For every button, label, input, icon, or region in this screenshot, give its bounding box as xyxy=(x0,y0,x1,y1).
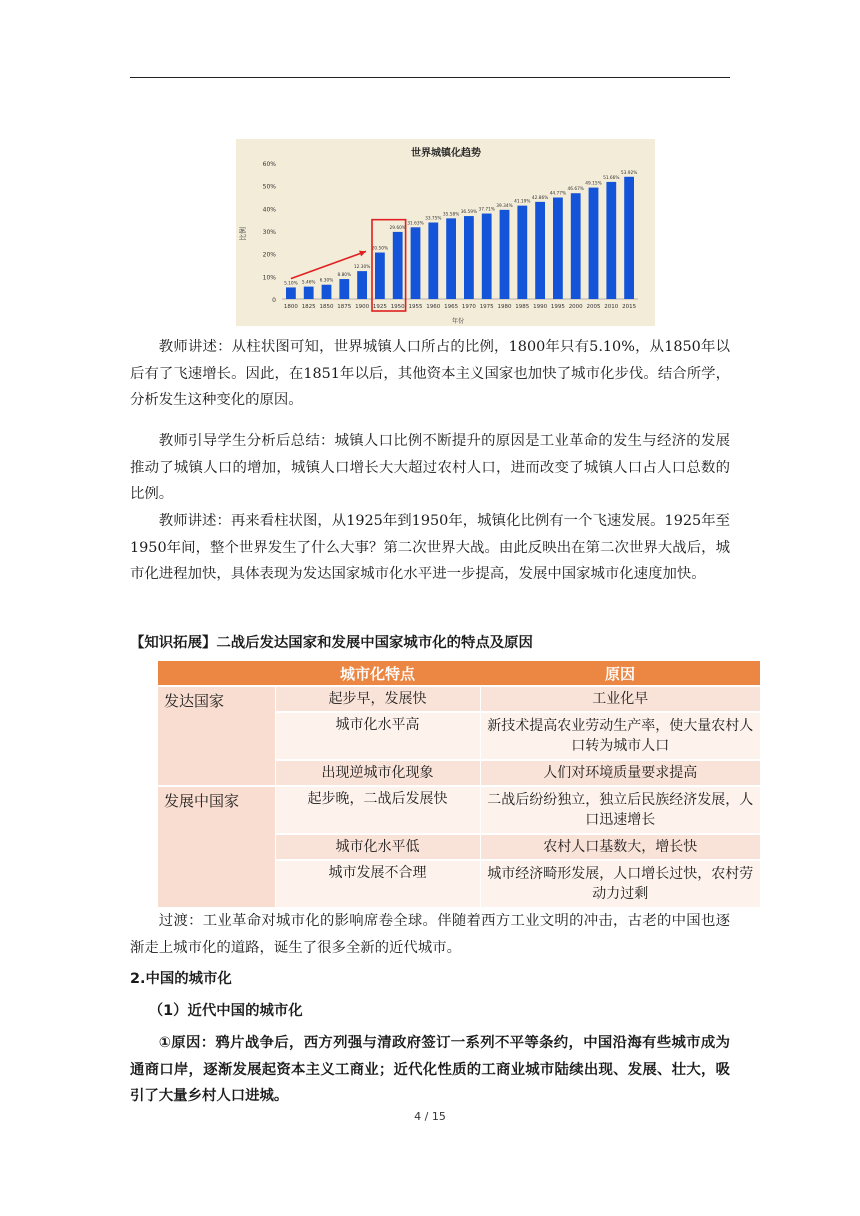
data-label-1970: 36.59% xyxy=(460,210,478,216)
region-developing: 发展中国家 xyxy=(158,786,275,908)
data-label-1955: 31.63% xyxy=(407,221,424,227)
x-tick-label-1980: 1980 xyxy=(497,304,512,310)
data-label-1875: 8.80% xyxy=(337,273,352,279)
bar-1955 xyxy=(411,227,421,299)
x-tick-label-1985: 1985 xyxy=(515,304,530,310)
x-tick-label-1850: 1850 xyxy=(319,304,334,310)
x-tick-label-1800: 1800 xyxy=(283,304,298,310)
header-rule xyxy=(130,77,730,78)
table-cell-reason: 城市经济畸形发展，人口增长过快，农村劳动力过剩 xyxy=(480,860,760,908)
data-label-1995: 44.77% xyxy=(549,191,567,197)
bar-1975 xyxy=(482,214,492,299)
table-header-reason: 原因 xyxy=(480,661,760,686)
data-label-1850: 6.30% xyxy=(319,278,334,284)
x-tick-label-1990: 1990 xyxy=(533,304,548,310)
table-header-row xyxy=(158,661,760,686)
bar-1875 xyxy=(339,279,349,299)
bar-1985 xyxy=(517,206,527,299)
bar-1995 xyxy=(553,198,563,299)
bar-1925 xyxy=(375,253,385,299)
trend-arrow-head xyxy=(359,251,366,257)
bar-1980 xyxy=(500,210,510,299)
bar-1800 xyxy=(286,287,296,299)
table-cell-reason: 人们对环境质量要求提高 xyxy=(480,760,760,786)
x-tick-label-1825: 1825 xyxy=(301,304,316,310)
table-cell-feature: 城市化水平高 xyxy=(275,712,480,760)
data-label-1825: 5.46% xyxy=(301,280,316,286)
bar-1950 xyxy=(393,232,403,299)
x-tick-label-2010: 2010 xyxy=(604,304,619,310)
paragraph-transition: 过渡：工业革命对城市化的影响席卷全球。伴随着西方工业文明的冲击，古老的中国也逐渐走上城市化的道路，诞生了很多全新的近代城市。 xyxy=(130,913,730,956)
table-cell-feature: 出现逆城市化现象 xyxy=(275,760,480,786)
x-tick-label-1960: 1960 xyxy=(426,304,441,310)
x-tick-label-1955: 1955 xyxy=(408,304,423,310)
y-tick-label: 0 xyxy=(272,297,276,304)
table-cell-feature: 起步晚，二战后发展快 xyxy=(275,786,480,834)
y-tick-label: 20% xyxy=(262,251,276,259)
bar-1825 xyxy=(304,287,314,299)
y-tick-label: 10% xyxy=(262,274,276,282)
y-tick-label: 40% xyxy=(262,206,276,214)
bar-1990 xyxy=(535,202,545,299)
bar-1850 xyxy=(322,285,332,299)
paragraph-teacher-wwii: 教师讲述：再来看柱状图，从1925年到1950年，城镇化比例有一个飞速发展。1925年至1950年间，整个世界发生了什么大事？第二次世界大战。由此反映出在第二次世界大战后，城市化进程加快，具体表现为发达国家城市化水平进一步提高，发展中国家城市化速度加快。 xyxy=(130,513,730,583)
table-cell-reason: 工业化早 xyxy=(480,686,760,712)
paragraph-teacher-summary: 教师引导学生分析后总结：城镇人口比例不断提升的原因是工业革命的发生与经济的发展推动了城镇人口的增加，城镇人口增长大大超过农村人口，进而改变了城镇人口占人口总数的比例。 xyxy=(130,433,730,503)
table-row xyxy=(158,786,760,834)
bar-2000 xyxy=(571,193,581,299)
x-tick-label-2000: 2000 xyxy=(568,304,583,310)
data-label-1990: 42.86% xyxy=(531,195,549,201)
table-cell-reason: 新技术提高农业劳动生产率，使大量农村人口转为城市人口 xyxy=(480,712,760,760)
urbanization-comparison-table xyxy=(158,661,760,901)
x-tick-label-1925: 1925 xyxy=(372,304,387,310)
table-cell-reason: 农村人口基数大，增长快 xyxy=(480,834,760,860)
bar-2005 xyxy=(589,188,599,299)
x-tick-label-1995: 1995 xyxy=(550,304,565,310)
bar-1970 xyxy=(464,216,474,299)
region-developed: 发达国家 xyxy=(158,686,275,786)
page-number: 4 / 15 xyxy=(414,1110,446,1123)
subsection-modern-china: （1）近代中国的城市化 xyxy=(148,1003,303,1019)
chart-x-axis-label: 年份 xyxy=(451,318,465,325)
knowledge-heading: 【知识拓展】二战后发达国家和发展中国家城市化的特点及原因 xyxy=(130,635,533,651)
data-label-1960: 33.75% xyxy=(425,216,442,222)
data-label-1900: 12.30% xyxy=(353,265,371,271)
table-cell-feature: 起步早，发展快 xyxy=(275,686,480,712)
data-label-1985: 41.19% xyxy=(514,199,531,205)
urbanization-bar-chart xyxy=(236,139,655,326)
table-header-blank xyxy=(158,661,275,686)
x-tick-label-2005: 2005 xyxy=(586,304,601,310)
chart-canvas xyxy=(236,139,655,326)
data-label-1800: 5.10% xyxy=(284,281,298,287)
data-label-1925: 20.50% xyxy=(371,246,389,252)
x-tick-label-1950: 1950 xyxy=(390,304,405,310)
data-label-2010: 51.66% xyxy=(603,175,620,181)
y-tick-label: 30% xyxy=(262,229,276,236)
paragraph-reason: ①原因：鸦片战争后，西方列强与清政府签订一系列不平等条约，中国沿海有些城市成为通商口岸，逐渐发展起资本主义工商业；近代化性质的工商业城市陆续出现、发展、壮大，吸引了大量乡村人口进城。 xyxy=(130,1035,730,1105)
bar-1960 xyxy=(428,223,438,300)
y-tick-label: 50% xyxy=(262,183,276,191)
data-label-1980: 39.34% xyxy=(496,203,513,209)
data-label-1950: 29.60% xyxy=(389,225,406,231)
table-row xyxy=(158,686,760,712)
section-china-urbanization: 2.中国的城市化 xyxy=(130,971,232,987)
data-label-2015: 53.92% xyxy=(620,170,638,176)
bar-1965 xyxy=(446,218,456,299)
x-tick-label-1875: 1875 xyxy=(337,304,352,310)
chart-title: 世界城镇化趋势 xyxy=(411,148,481,159)
bar-2015 xyxy=(624,177,634,299)
paragraph-teacher-chart: 教师讲述：从柱状图可知，世界城镇人口所占的比例，1800年只有5.10%，从1850年以后有了飞速增长。因此，在1851年以后，其他资本主义国家也加快了城市化步伐。结合所学，分析发生这种变化的原因。 xyxy=(130,339,730,409)
x-tick-label-1970: 1970 xyxy=(461,304,476,310)
table-cell-reason: 二战后纷纷独立，独立后民族经济发展，人口迅速增长 xyxy=(480,786,760,834)
x-tick-label-2015: 2015 xyxy=(622,304,637,310)
y-tick-label: 60% xyxy=(262,161,276,168)
data-label-1965: 35.58% xyxy=(442,212,460,218)
table-header-feature: 城市化特点 xyxy=(275,661,480,686)
x-tick-label-1975: 1975 xyxy=(479,304,494,310)
data-label-2005: 49.15% xyxy=(585,181,602,187)
x-tick-label-1900: 1900 xyxy=(355,304,370,310)
chart-y-axis-label: 比例 xyxy=(239,227,247,241)
table-cell-feature: 城市化水平低 xyxy=(275,834,480,860)
x-tick-label-1965: 1965 xyxy=(444,304,459,310)
bar-2010 xyxy=(606,182,616,299)
data-label-2000: 46.67% xyxy=(567,187,584,193)
data-label-1975: 37.71% xyxy=(478,207,495,213)
table-cell-feature: 城市发展不合理 xyxy=(275,860,480,908)
bar-1900 xyxy=(357,271,367,299)
